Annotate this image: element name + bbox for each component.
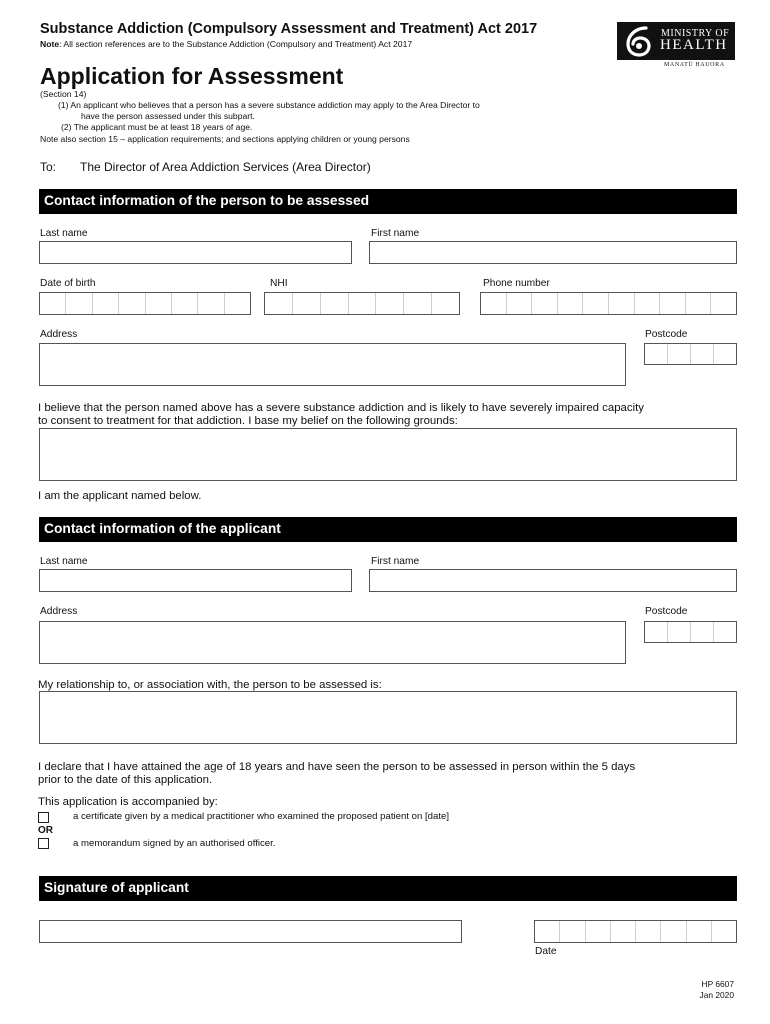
person-first-name-field[interactable] [369, 241, 737, 264]
applicant-address-field[interactable] [39, 621, 626, 664]
person-postcode-label: Postcode [645, 329, 688, 340]
signature-field[interactable] [39, 920, 462, 943]
koru-icon [622, 25, 654, 57]
form-number: HP 6607 [701, 979, 734, 989]
applicant-first-name-label: First name [371, 556, 420, 567]
relationship-label: My relationship to, or association with, the person to be assessed is: [38, 679, 382, 691]
person-first-name-label: First name [371, 228, 420, 239]
to-recipient: The Director of Area Addiction Services (Area Director) [80, 160, 371, 174]
section-heading-person: Contact information of the person to be assessed [39, 189, 737, 214]
to-label: To: [40, 160, 57, 174]
applicant-postcode-label: Postcode [645, 606, 688, 617]
person-address-label: Address [40, 329, 78, 340]
grounds-field[interactable] [39, 428, 737, 481]
phone-label: Phone number [483, 278, 550, 289]
applicant-statement: I am the applicant named below. [38, 490, 202, 502]
applicant-last-name-label: Last name [40, 556, 88, 567]
ministry-of-health-logo [617, 22, 735, 70]
section-heading-applicant: Contact information of the applicant [39, 517, 737, 542]
applicant-last-name-field[interactable] [39, 569, 352, 592]
person-address-field[interactable] [39, 343, 626, 386]
applicant-address-label: Address [40, 606, 78, 617]
note-label: Note [40, 39, 60, 49]
or-label: OR [38, 825, 53, 836]
person-last-name-field[interactable] [39, 241, 352, 264]
intro-item2: (2) The applicant must be at least 18 years of age. [61, 122, 253, 132]
applicant-first-name-field[interactable] [369, 569, 737, 592]
note-text: : All section references are to the Substance Addiction (Compulsory and Treatment) Act 2017 [59, 39, 413, 49]
certificate-option-label: a certificate given by a medical practitioner who examined the proposed patient on [date] [73, 811, 449, 822]
logo-box [617, 22, 735, 60]
nhi-field[interactable] [264, 292, 460, 315]
phone-field[interactable] [480, 292, 737, 315]
declaration-line1: I declare that I have attained the age of 18 years and have seen the person to be assessed in person within the 5 days [38, 761, 636, 773]
date-label: Date [535, 946, 557, 957]
form-code [700, 979, 734, 1000]
page-title: Application for Assessment [40, 63, 344, 89]
person-last-name-label: Last name [40, 228, 88, 239]
grounds-text-line2: to consent to treatment for that addiction. I base my belief on the following grounds: [38, 415, 458, 427]
date-field[interactable] [534, 920, 737, 943]
relationship-field[interactable] [39, 691, 737, 744]
certificate-checkbox[interactable] [38, 812, 49, 823]
dob-field[interactable] [39, 292, 251, 315]
section-heading-signature: Signature of applicant [39, 876, 737, 901]
memorandum-option-label: a memorandum signed by an authorised officer. [73, 838, 276, 849]
dob-label: Date of birth [40, 278, 96, 289]
act-title: Substance Addiction (Compulsory Assessment and Treatment) Act 2017 [40, 21, 538, 37]
grounds-text-line1: I believe that the person named above has a severe substance addiction and is likely to have severely impaired capacity [38, 402, 644, 414]
nhi-label: NHI [270, 278, 288, 289]
intro-note: Note also section 15 – application requirements; and sections applying children or young persons [40, 134, 410, 144]
intro-item1-line1: (1) An applicant who believes that a person has a severe substance addiction may apply to the Area Director to [58, 100, 480, 110]
declaration-line2: prior to the date of this application. [38, 774, 213, 786]
logo-line1: MINISTRY OF [661, 28, 730, 39]
person-postcode-field[interactable] [644, 343, 737, 365]
memorandum-checkbox[interactable] [38, 838, 49, 849]
act-note [40, 39, 412, 49]
accompanied-label: This application is accompanied by: [38, 796, 218, 808]
applicant-postcode-field[interactable] [644, 621, 737, 643]
intro-item1-line2: have the person assessed under this subpart. [81, 111, 255, 121]
section-reference: (Section 14) [40, 89, 87, 99]
logo-line2: HEALTH [660, 37, 728, 53]
logo-line3: MANATŪ HAUORA [664, 62, 725, 68]
form-date: Jan 2020 [699, 989, 734, 1000]
